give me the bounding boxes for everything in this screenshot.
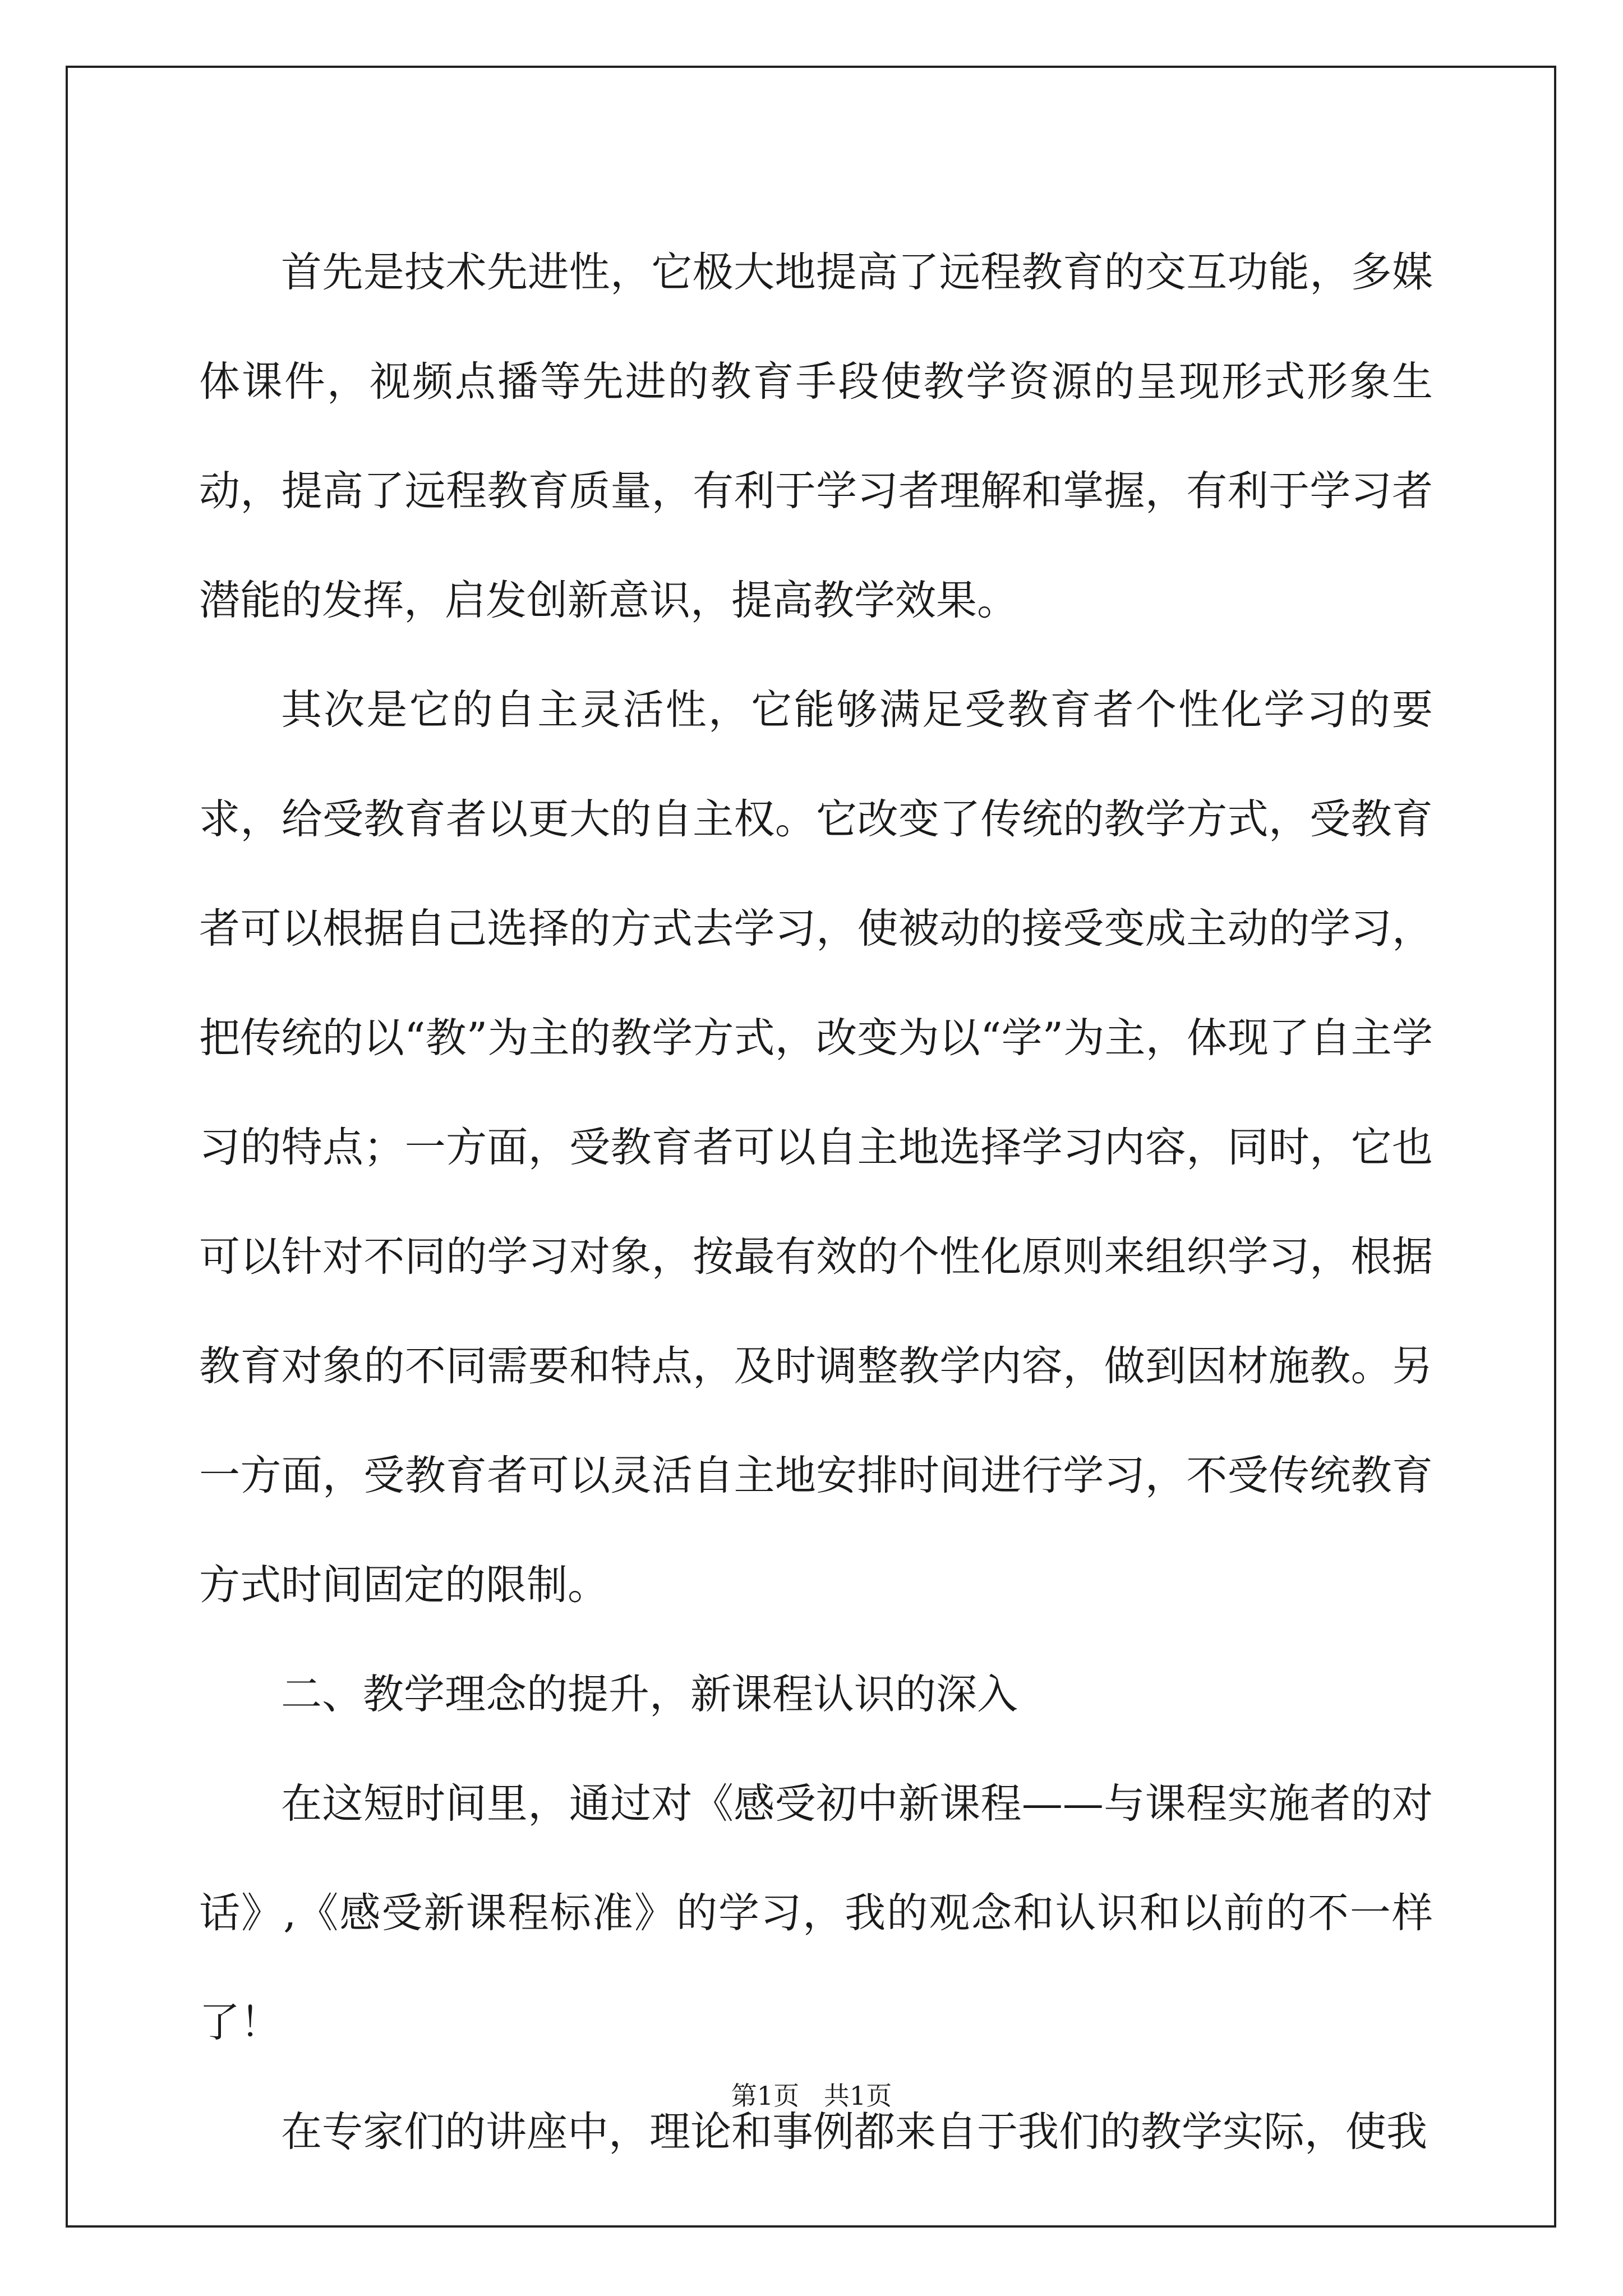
paragraph-expert-lectures: 在专家们的讲座中，理论和事例都来自于我们的教学实际，使我 (281, 2108, 1427, 2156)
page-number: 第1页 共1页 (731, 2081, 892, 2111)
paragraph-tech-advantage: 首先是技术先进性，它极大地提高了远程教育的交互功能，多媒体课件，视频点播等先进的教育手段使教学资源的呈现形式形象生动，提高了远程教育质量，有利于学习者理解和掌握，有利于学习者潜能的发挥，启发创新意识，提高教学效果。 (199, 249, 1433, 624)
paragraph-new-curriculum: 在这短时间里，通过对《感受初中新课程——与课程实施者的对话》,《感受新课程标准》的学习，我的观念和认识和以前的不一样了！ (199, 1780, 1433, 2046)
paragraph-autonomy: 其次是它的自主灵活性，它能够满足受教育者个性化学习的要求，给受教育者以更大的自主权。它改变了传统的教学方式，受教育者可以根据自己选择的方式去学习，使被动的接受变成主动的学习，把传统的以“教”为主的教学方式，改变为以“学”为主，体现了自主学习的特点；一方面，受教育者可以自主地选择学习内容，同时，它也可以针对不同的学习对象，按最有效的个性化原则来组织学习，根据教育对象的不同需要和特点，及时调整教学内容，做到因材施教。另一方面，受教育者可以灵活自主地安排时间进行学习，不受传统教育方式时间固定的限制。 (199, 686, 1433, 1609)
document-body (199, 218, 1433, 2187)
section-heading: 二、教学理念的提升，新课程认识的深入 (281, 1671, 1018, 1718)
